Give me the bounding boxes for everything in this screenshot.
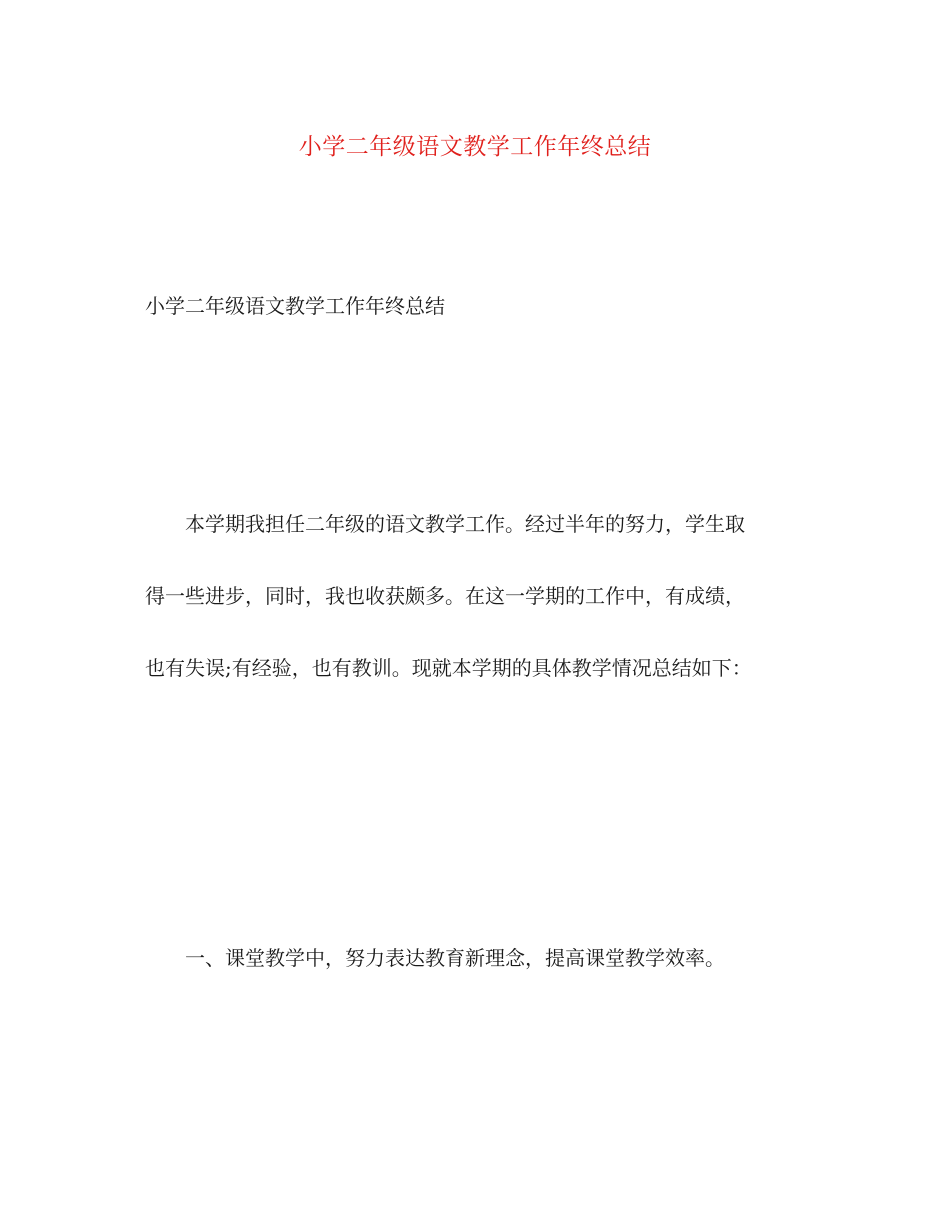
intro-line-1: 本学期我担任二年级的语文教学工作。经过半年的努力，学生取	[185, 512, 745, 536]
document-title: 小学二年级语文教学工作年终总结	[298, 134, 652, 160]
section-heading-1: 一、课堂教学中，努力表达教育新理念，提高课堂教学效率。	[185, 946, 725, 970]
document-subtitle: 小学二年级语文教学工作年终总结	[145, 294, 445, 318]
intro-line-2: 得一些进步，同时，我也收获颇多。在这一学期的工作中，有成绩，	[145, 584, 745, 608]
intro-line-3: 也有失误;有经验，也有教训。现就本学期的具体教学情况总结如下：	[145, 656, 752, 680]
